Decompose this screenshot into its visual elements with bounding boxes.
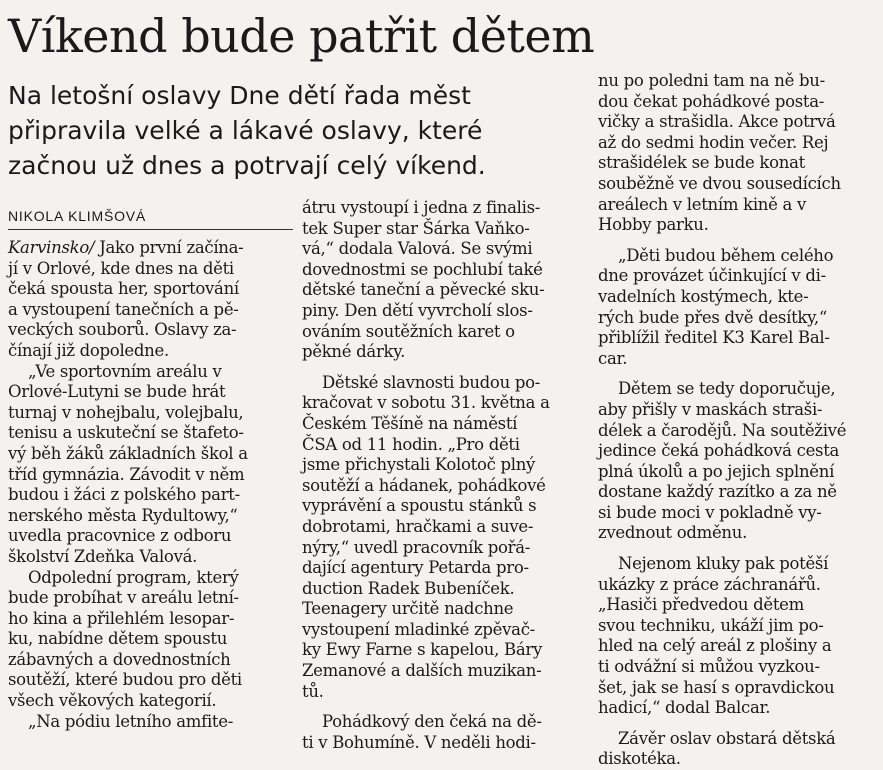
text-line: nýry,“ uvedl pracovník pořá- xyxy=(302,537,531,557)
subhead-line: Na letošní oslavy Dne dětí řada měst xyxy=(8,81,471,110)
text-line: dou čekat pohádkové posta- xyxy=(598,91,825,111)
text-line: Zemanové a dalších muzikan- xyxy=(302,661,542,681)
text-line: ováním soutěžních karet o xyxy=(302,321,515,341)
text-line: dovednostmi se pochlubí také xyxy=(302,259,543,279)
paragraph xyxy=(8,238,293,362)
text-line: soutěží a hádanek, pohádkové xyxy=(302,475,546,495)
text-line: vyprávění a spoustu stánků s xyxy=(302,496,537,516)
text-line: vá,“ dodala Valová. Se svými xyxy=(302,239,533,259)
text-line: car. xyxy=(598,348,628,368)
text-line: Dětské slavnosti budou po- xyxy=(322,372,541,392)
text-line: až do sedmi hodin večer. Rej xyxy=(598,132,829,152)
author-byline: NIKOLA KLIMŠOVÁ xyxy=(8,207,293,230)
text-line: pěkné dárky. xyxy=(302,342,406,362)
text-line: „Hasiči předvedou dětem xyxy=(598,595,804,615)
text-line: veckých souborů. Oslavy za- xyxy=(8,320,237,340)
text-line: ti v Bohumíně. V neděli hodi- xyxy=(302,732,536,752)
text-line: „Na pódiu letního amfite- xyxy=(28,711,233,731)
text-line: Českém Těšíně na náměstí xyxy=(302,413,518,433)
text-line: Hobby parku. xyxy=(598,215,709,235)
article-column-3 xyxy=(598,71,880,770)
text-line: si bude moci v pokladně vy- xyxy=(598,502,822,522)
place-name: Karvinsko/ xyxy=(8,238,95,257)
text-line: všech věkových kategorií. xyxy=(8,691,217,711)
paragraph-gap xyxy=(598,236,880,246)
text-line: areálech v letním kině a v xyxy=(598,194,807,214)
text-line: uvedla pracovnice z odboru xyxy=(8,526,232,546)
paragraph xyxy=(8,568,293,712)
text-line: dobrotami, hračkami a suve- xyxy=(302,516,534,536)
text-line: ti odvážní si můžou vyzkou- xyxy=(598,657,820,677)
paragraph xyxy=(598,71,880,236)
article-column-1 xyxy=(8,238,293,732)
text-line: Pohádkový den čeká na dě- xyxy=(322,712,542,732)
text-line: tenisu a uskuteční se štafeto- xyxy=(8,423,244,443)
paragraph-gap xyxy=(598,369,880,379)
paragraph xyxy=(598,246,880,370)
text-line: souběžně ve dvou sousedících xyxy=(598,173,841,193)
text-line: čínají již dopoledne. xyxy=(8,340,169,360)
paragraph-gap xyxy=(302,363,588,373)
text-line: ČSA od 11 hodin. „Pro děti xyxy=(302,434,520,454)
paragraph-gap xyxy=(598,544,880,554)
paragraph xyxy=(302,373,588,703)
subheadline xyxy=(8,78,583,183)
text-line: tek Super star Šárka Vaňko- xyxy=(302,218,530,238)
text-line: Teenagery určitě nadchne xyxy=(302,599,514,619)
paragraph xyxy=(8,362,293,568)
text-line: „Ve sportovním areálu v xyxy=(28,361,222,381)
text-line: tů. xyxy=(302,681,324,701)
text-line: dětské taneční a pěvecké sku- xyxy=(302,280,545,300)
text-line: ky Ewy Farne s kapelou, Báry xyxy=(302,640,542,660)
text-line: šet, jak se hasí s opravdickou xyxy=(598,677,835,697)
paragraph xyxy=(8,712,293,733)
text-line: aby přišly v maskách straši- xyxy=(598,399,823,419)
text-line: nerského města Rydultowy,“ xyxy=(8,505,238,525)
text-line: Dětem se tedy doporučuje, xyxy=(618,379,836,399)
paragraph xyxy=(302,198,588,363)
text-line: Orlové-Lutyni se bude hrát xyxy=(8,382,226,402)
text-line: dající agentury Petarda pro- xyxy=(302,558,529,578)
text-line: duction Radek Bubeníček. xyxy=(302,578,515,598)
text-line: dostane každý razítko a za ně xyxy=(598,482,837,502)
text-line: svou techniku, ukáží jim po- xyxy=(598,615,824,635)
article-column-2 xyxy=(302,198,588,753)
text-line: a vystoupení tanečních a pě- xyxy=(8,299,239,319)
text-fragment: Jako první začína- xyxy=(99,238,244,257)
text-line: kračovat v sobotu 31. května a xyxy=(302,393,550,413)
text-line: čeká spousta her, sportování xyxy=(8,279,239,299)
text-line: vičky a strašidla. Akce potrvá xyxy=(598,112,836,132)
text-line: jsme přichystali Kolotoč plný xyxy=(302,455,536,475)
paragraph xyxy=(302,712,588,753)
text-line: zvednout odměnu. xyxy=(598,523,748,543)
text-line: bude probíhat v areálu letní- xyxy=(8,588,239,608)
text-line: školství Zdeňka Valová. xyxy=(8,546,198,566)
text-line: strašidélek se bude konat xyxy=(598,153,805,173)
text-line: átru vystoupí i jedna z finalis- xyxy=(302,198,541,217)
text-line: turnaj v nohejbalu, volejbalu, xyxy=(8,402,244,422)
text-line: piny. Den dětí vyvrcholí slos- xyxy=(302,300,533,320)
text-line: ukázky z práce záchranářů. xyxy=(598,574,821,594)
paragraph xyxy=(598,554,880,719)
text-line xyxy=(8,238,293,259)
text-line: hled na celý areál z plošiny a xyxy=(598,636,832,656)
paragraph xyxy=(598,379,880,544)
text-line: jí v Orlové, kde dnes na děti xyxy=(8,258,234,278)
text-line: nu po poledni tam na ně bu- xyxy=(598,71,825,90)
text-line: diskotéka. xyxy=(598,749,681,769)
text-line: vadelních kostýmech, kte- xyxy=(598,286,809,306)
headline: Víkend bude patřit dětem xyxy=(8,9,595,63)
text-line: dne provázet účinkující v di- xyxy=(598,266,826,286)
text-line: vý běh žáků základních škol a xyxy=(8,443,248,463)
text-line: budou i žáci z polského part- xyxy=(8,485,240,505)
text-line: vystoupení mladinké zpěvač- xyxy=(302,619,535,639)
text-line: soutěží, které budou pro děti xyxy=(8,670,242,690)
text-line: tříd gymnázia. Závodit v něm xyxy=(8,464,245,484)
paragraph-gap xyxy=(598,719,880,729)
text-line: rých bude přes dvě desítky,“ xyxy=(598,307,828,327)
text-line: zábavných a dovednostních xyxy=(8,649,231,669)
text-line: ku, nabídne dětem spoustu xyxy=(8,629,228,649)
text-line: Závěr oslav obstará dětská xyxy=(618,728,836,748)
text-line: Odpolední program, který xyxy=(28,567,239,587)
paragraph-gap xyxy=(302,702,588,712)
paragraph xyxy=(598,729,880,770)
subhead-line: začnou už dnes a potrvají celý víkend. xyxy=(8,151,486,180)
subhead-line: připravila velké a lákavé oslavy, které xyxy=(8,116,483,145)
text-line: délek a čarodějů. Na soutěživé xyxy=(598,420,847,440)
text-line: plná úkolů a po jejich splnění xyxy=(598,461,835,481)
text-line: přiblížil ředitel K3 Karel Bal- xyxy=(598,328,830,348)
text-line: hadicí,“ dodal Balcar. xyxy=(598,698,771,718)
text-line: jedince čeká pohádková cesta xyxy=(598,441,840,461)
text-line: ho kina a přilehlém lesopar- xyxy=(8,608,235,628)
text-line: „Děti budou během celého xyxy=(618,245,834,265)
text-line: Nejenom kluky pak potěší xyxy=(618,554,829,574)
